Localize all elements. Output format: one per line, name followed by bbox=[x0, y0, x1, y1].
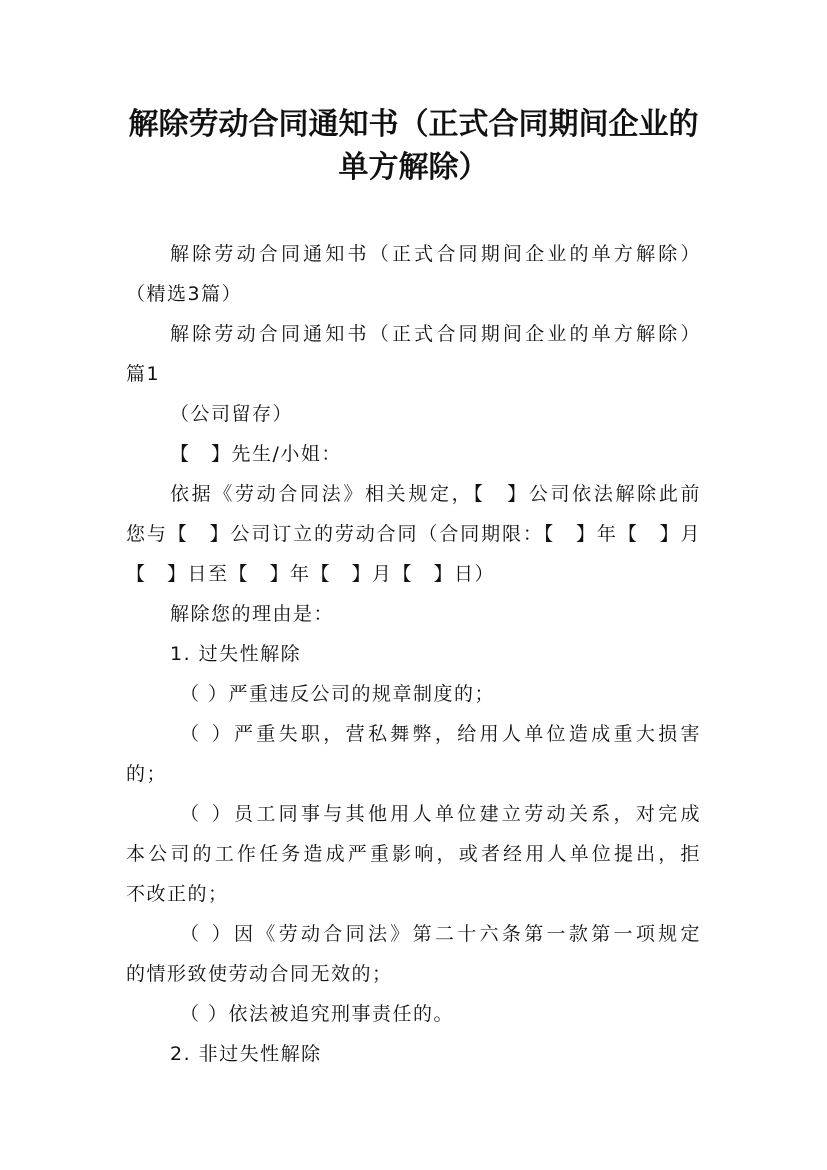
body-line: （ ）严重失职，营私舞弊，给用人单位造成重大损害 bbox=[180, 723, 701, 745]
body-line: 篇1 bbox=[126, 363, 161, 385]
body-line: （ ）严重违反公司的规章制度的； bbox=[180, 683, 496, 705]
body-line: 您与【 】公司订立的劳动合同（合同期限：【 】年【 】月 bbox=[126, 523, 701, 545]
body-line: 解除您的理由是： bbox=[170, 603, 335, 625]
body-line: 【 】日至【 】年【 】月【 】日） bbox=[126, 563, 496, 585]
body-line: 依据《劳动合同法》相关规定，【 】公司依法解除此前 bbox=[170, 483, 701, 505]
body-line: 本公司的工作任务造成严重影响，或者经用人单位提出，拒 bbox=[126, 843, 701, 865]
body-line: （ ）员工同事与其他用人单位建立劳动关系，对完成 bbox=[180, 803, 701, 825]
document-title-line-1: 解除劳动合同通知书（正式合同期间企业的 bbox=[128, 107, 699, 142]
body-line: （精选3篇） bbox=[126, 283, 243, 305]
body-line: 解除劳动合同通知书（正式合同期间企业的单方解除） bbox=[170, 243, 701, 265]
body-line: （ ）依法被追究刑事责任的。 bbox=[180, 1003, 455, 1025]
body-line: 1. 过失性解除 bbox=[170, 643, 302, 665]
body-line: 的情形致使劳动合同无效的； bbox=[126, 963, 393, 985]
body-line: 的； bbox=[126, 763, 168, 785]
body-line: 解除劳动合同通知书（正式合同期间企业的单方解除） bbox=[170, 323, 701, 345]
document-title-line-2: 单方解除） bbox=[338, 150, 489, 185]
body-line: （公司留存） bbox=[170, 403, 294, 425]
body-line: 2. 非过失性解除 bbox=[170, 1043, 322, 1065]
body-line: 不改正的； bbox=[126, 883, 229, 905]
body-line: 【 】先生/小姐： bbox=[170, 443, 342, 465]
body-line: （ ）因《劳动合同法》第二十六条第一款第一项规定 bbox=[180, 923, 701, 945]
